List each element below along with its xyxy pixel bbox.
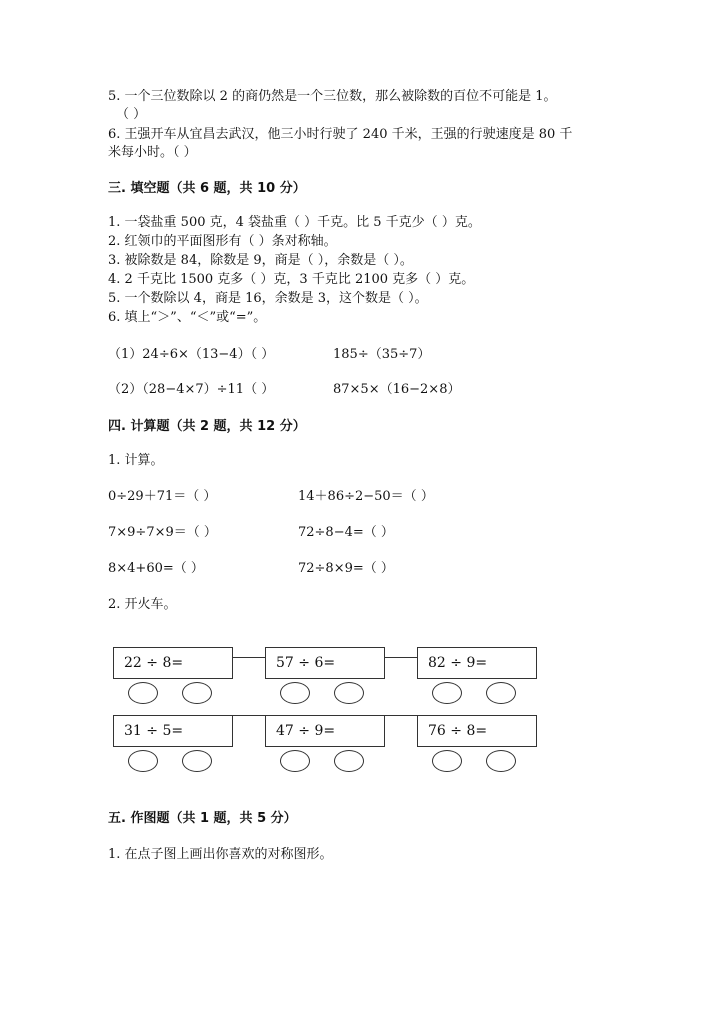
calc-item[interactable]: 14＋86÷2−50＝（ ）	[298, 489, 434, 504]
train-title: 2. 开火车。	[108, 597, 177, 612]
train-wheel	[128, 682, 158, 704]
train-coupler	[385, 715, 417, 716]
train-wheel	[182, 750, 212, 772]
calc-item[interactable]: 0÷29＋71＝（ ）	[108, 489, 217, 504]
calc-item[interactable]: 72÷8−4=（ ）	[298, 525, 394, 540]
fill-q6: 6. 填上“＞”、“＜”或“=”。	[108, 310, 267, 325]
train-car[interactable]: 82 ÷ 9=	[417, 647, 537, 679]
compare-row1-right: 185÷（35÷7）	[333, 347, 431, 362]
train-wheel	[280, 750, 310, 772]
judge-q5-answer-blank[interactable]: （ ）	[116, 107, 147, 122]
train-coupler	[385, 657, 417, 658]
train-coupler	[233, 715, 265, 716]
section3-heading: 三. 填空题（共 6 题，共 10 分）	[108, 181, 306, 196]
train-car[interactable]: 47 ÷ 9=	[265, 715, 385, 747]
fill-q1[interactable]: 1. 一袋盐重 500 克，4 袋盐重（ ）千克。比 5 千克少（ ）克。	[108, 215, 481, 230]
train-wheel	[432, 750, 462, 772]
section4-heading: 四. 计算题（共 2 题，共 12 分）	[108, 419, 306, 434]
train-car[interactable]: 57 ÷ 6=	[265, 647, 385, 679]
fill-q5[interactable]: 5. 一个数除以 4，商是 16，余数是 3，这个数是（ ）。	[108, 291, 428, 306]
judge-q6-line2[interactable]: 米每小时。（ ）	[108, 145, 197, 160]
judge-q5-line1: 5. 一个三位数除以 2 的商仍然是一个三位数，那么被除数的百位不可能是 1。	[108, 89, 557, 104]
train-wheel	[280, 682, 310, 704]
fill-q2[interactable]: 2. 红领巾的平面图形有（ ）条对称轴。	[108, 234, 337, 249]
train-coupler	[233, 657, 265, 658]
train-wheel	[334, 682, 364, 704]
compare-row1-left[interactable]: （1）24÷6×（13−4）（ ）	[108, 347, 275, 362]
calc-item[interactable]: 7×9÷7×9＝（ ）	[108, 525, 217, 540]
train-wheel	[486, 682, 516, 704]
train-wheel	[128, 750, 158, 772]
fill-q4[interactable]: 4. 2 千克比 1500 克多（ ）克，3 千克比 2100 克多（ ）克。	[108, 272, 475, 287]
train-car[interactable]: 76 ÷ 8=	[417, 715, 537, 747]
train-wheel	[486, 750, 516, 772]
calc-item[interactable]: 72÷8×9=（ ）	[298, 561, 394, 576]
fill-q3[interactable]: 3. 被除数是 84，除数是 9，商是（ ），余数是（ ）。	[108, 253, 413, 268]
train-wheel	[432, 682, 462, 704]
train-wheel	[334, 750, 364, 772]
train-car[interactable]: 22 ÷ 8=	[113, 647, 233, 679]
train-wheel	[182, 682, 212, 704]
train-car[interactable]: 31 ÷ 5=	[113, 715, 233, 747]
compare-row2-left[interactable]: （2）（28−4×7）÷11（ ）	[108, 382, 275, 397]
calc-title: 1. 计算。	[108, 453, 164, 468]
compare-row2-right: 87×5×（16−2×8）	[333, 382, 461, 397]
judge-q6-line1: 6. 王强开车从宜昌去武汉，他三小时行驶了 240 千米，王强的行驶速度是 80 千	[108, 127, 573, 142]
draw-q1: 1. 在点子图上画出你喜欢的对称图形。	[108, 847, 333, 862]
section5-heading: 五. 作图题（共 1 题，共 5 分）	[108, 811, 297, 826]
calc-item[interactable]: 8×4+60=（ ）	[108, 561, 204, 576]
